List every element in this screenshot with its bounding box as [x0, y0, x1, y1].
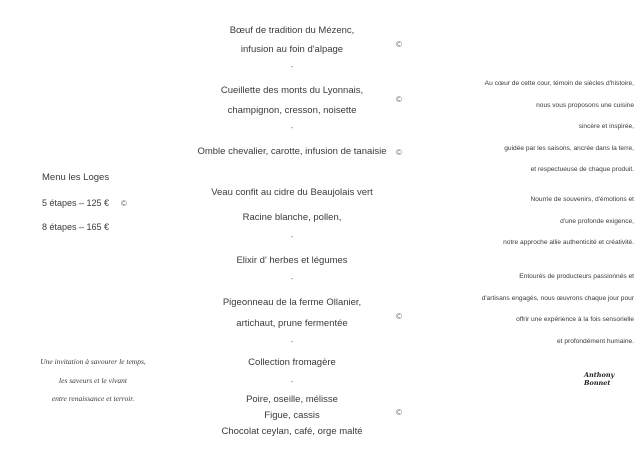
- dish-dessert-line-2: Figue, cassis: [264, 410, 320, 421]
- copyright-mark-icon: ©: [396, 95, 402, 104]
- separator: -: [290, 337, 294, 346]
- intro-line: et profondément humaine.: [557, 337, 634, 345]
- menu-option-8-steps: 8 étapes – 165 €: [42, 222, 110, 232]
- invitation-line: les saveurs et le vivant: [59, 375, 127, 385]
- intro-line: et respectueuse de chaque produit.: [530, 166, 634, 173]
- intro-line: notre approche allie authenticité et créativité.: [503, 239, 634, 246]
- chef-signature: Anthony Bonnet: [584, 371, 615, 387]
- intro-line: Au cœur de cette cour, témoin de siècles d'histoire,: [484, 80, 634, 87]
- menu-title: Menu les Loges: [42, 172, 110, 183]
- copyright-mark-icon: ©: [396, 312, 402, 321]
- menu-option-5-steps: 5 étapes – 125 €: [42, 198, 110, 208]
- intro-line: offrir une expérience à la fois sensorielle: [516, 316, 634, 323]
- intro-paragraph-3: [444, 266, 634, 352]
- dish-pigeonneau-detail: artichaut, prune fermentée: [236, 318, 348, 329]
- separator: -: [290, 274, 294, 283]
- dish-cueillette-title: Cueillette des monts du Lyonnais,: [220, 85, 364, 96]
- separator: -: [290, 62, 294, 71]
- invitation-text: [0, 353, 186, 409]
- copyright-mark-icon: ©: [396, 408, 402, 417]
- copyright-mark-icon: ©: [396, 148, 402, 157]
- intro-line: d'artisans engagés, nous œuvrons chaque jour pour: [481, 294, 634, 302]
- dish-dessert-line-3: Chocolat ceylan, café, orge malté: [221, 426, 363, 437]
- dish-omble: Omble chevalier, carotte, infusion de tanaisie: [197, 146, 387, 157]
- dish-elixir: Elixir d' herbes et légumes: [236, 255, 348, 266]
- copyright-mark-icon: ©: [121, 199, 127, 208]
- invitation-line: entre renaissance et terroir.: [51, 394, 135, 403]
- dish-beef-detail: infusion au foin d'alpage: [240, 44, 344, 55]
- separator: -: [290, 377, 294, 386]
- dish-veau-title: Veau confit au cidre du Beaujolais vert: [211, 187, 373, 198]
- intro-line: Nourrie de souvenirs, d'émotions et: [530, 196, 634, 203]
- dish-veau-detail: Racine blanche, pollen,: [242, 212, 342, 223]
- dish-cueillette-detail: champignon, cresson, noisette: [227, 105, 357, 116]
- intro-line: d'une profonde exigence,: [560, 217, 634, 225]
- dish-dessert-line-1: Poire, oseille, mélisse: [246, 394, 338, 405]
- intro-line: sincère et inspirée,: [578, 123, 634, 130]
- dish-fromages: Collection fromagère: [248, 357, 336, 368]
- dish-pigeonneau-title: Pigeonneau de la ferme Ollanier,: [222, 297, 362, 308]
- intro-line: Entourés de producteurs passionnés et: [519, 273, 634, 280]
- separator: -: [290, 232, 294, 241]
- intro-paragraph-2: [444, 189, 634, 254]
- intro-line: nous vous proposons une cuisine: [536, 101, 634, 109]
- invitation-line: Une invitation à savourer le temps,: [40, 357, 146, 366]
- copyright-mark-icon: ©: [396, 40, 402, 49]
- separator: -: [290, 123, 294, 132]
- intro-paragraph-1: [444, 73, 634, 181]
- intro-line: guidée par les saisons, ancrée dans la terre,: [504, 144, 634, 152]
- dish-beef-title: Bœuf de tradition du Mézenc,: [229, 25, 355, 36]
